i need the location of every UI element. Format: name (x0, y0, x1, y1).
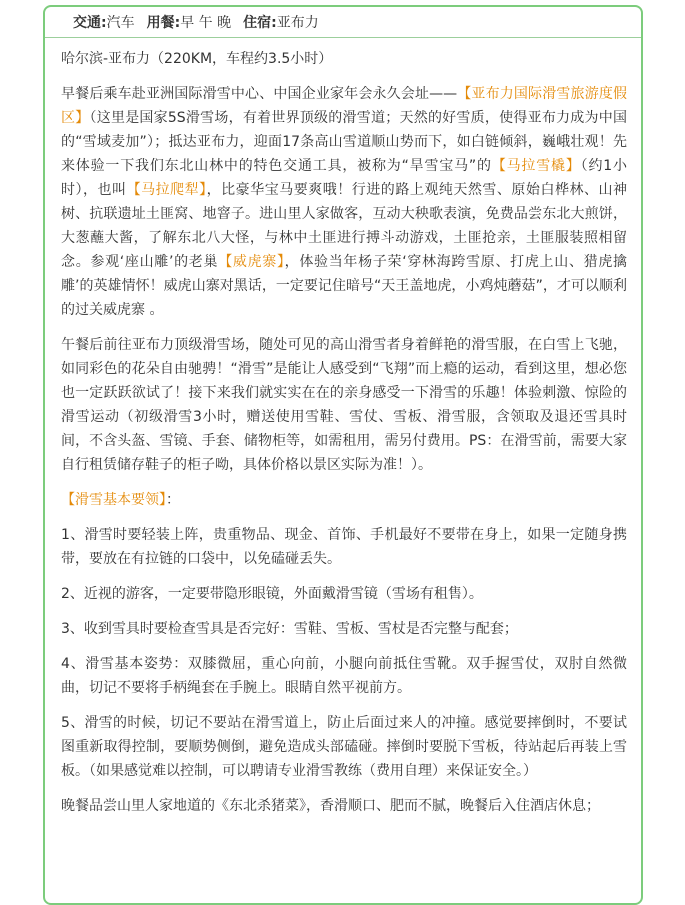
dinner-paragraph: 晚餐品尝山里人家地道的《东北杀猪菜》，香滑顺口、肥而不腻，晚餐后入住酒店休息； (61, 798, 600, 814)
tip-item-3: 3、收到雪具时要检查雪具是否完好：雪鞋、雪板、雪杖是否完整与配套； (61, 621, 518, 637)
itinerary-content (61, 47, 627, 829)
weihu-village-highlight: 【威虎寨】 (218, 254, 285, 270)
p1-text-2: （这里是国家5S滑雪场，有着世界顶级的滑雪道；天然的好雪质，使得亚布力成为中国的“雪域麦加”）；抵达亚布力，迎面17条高山雪道顺山势而下，如白链倾斜，巍峨壮观！先来体验一下我们东北山林中的特色交通工具，被称为“旱雪宝马”的 (61, 110, 628, 174)
transport-value: 汽车 (106, 15, 135, 31)
tip-item-5: 5、滑雪的时候，切记不要站在滑雪道上，防止后面过来人的冲撞。感觉要摔倒时，不要试图重新取得控制，要顺势侧倒，避免造成头部磕碰。摔倒时要脱下雪板，待站起后再装上雪板。（如果感觉难以控制，可以聘请专业滑雪教练（费用自理）来保证安全。） (61, 715, 627, 779)
p1-text-4: ，比豪华宝马要爽哦！行进的路上观纯天然雪、原始白桦林、山神树、抗联遗址土匪窝、地窨子。进山里人家做客，互动大秧歌表演，免费品尝东北大煎饼，大葱蘸大酱，了解东北八大怪，与林中土匪进行搏斗动游戏，土匪抢亲，土匪服装照相留念。参观‘座山雕’的老巢 (61, 182, 628, 270)
itinerary-card (43, 5, 643, 905)
route-line: 哈尔滨-亚布力（220KM，车程约3.5小时） (61, 51, 333, 67)
meals-label: 用餐: (146, 15, 181, 31)
horse-sled-highlight: 【马拉雪橇】 (491, 158, 581, 174)
p1-text-3: （约1小时），也叫 (61, 158, 627, 198)
tip-item-2: 2、近视的游客，一定要带隐形眼镜，外面戴滑雪镜（雪场有租售）。 (61, 586, 483, 602)
day-info-header (45, 7, 641, 38)
yabuli-resort-highlight: 【亚布力国际滑雪旅游度假区】 (61, 86, 628, 126)
p1-text-5: ，体验当年杨子荣‘穿林海跨雪原、打虎上山、猎虎擒雕’的英雄情怀！威虎山寨对黑话，一定要记住暗号“天王盖地虎，小鸡炖蘑菇”，才可以顺利的过关威虎寨 。 (61, 254, 628, 318)
tips-heading-line (61, 488, 627, 512)
tip-item-1: 1、滑雪时要轻装上阵，贵重物品、现金、首饰、手机最好不要带在身上，如果一定随身携带，要放在有拉链的口袋中，以免磕碰丢失。 (61, 527, 627, 567)
afternoon-paragraph: 午餐后前往亚布力顶级滑雪场，随处可见的高山滑雪者身着鲜艳的滑雪服，在白雪上飞驰，如同彩色的花朵自由驰骋！“滑雪”是能让人感受到“飞翔”而上瘾的运动，看到这里，想必您也一定跃跃欲试了！接下来我们就实实在在的亲身感受一下滑雪的乐趣！体验刺激、惊险的滑雪运动（初级滑雪3小时，赠送使用雪鞋、雪仗、雪板、滑雪服，含领取及退还雪具时间，不含头盔、雪镜、手套、储物柜等，如需租用，需另付费用。PS：在滑雪前，需要大家自行租赁储存鞋子的柜子呦，具体价格以景区实际为准！）。 (61, 337, 627, 473)
lodging-label: 住宿: (243, 15, 277, 31)
meals-value: 早 午 晚 (180, 15, 232, 31)
p1-text-1: 早餐后乘车赴亚洲国际滑雪中心、中国企业家年会永久会址—— (61, 86, 458, 102)
horse-sleigh-highlight: 【马拉爬犁】 (126, 182, 207, 198)
transport-label: 交通: (73, 15, 107, 31)
morning-paragraph (61, 82, 627, 322)
tips-heading-colon: ： (166, 492, 180, 508)
tips-heading: 【滑雪基本要领】 (61, 492, 166, 508)
lodging-value: 亚布力 (276, 15, 319, 31)
tip-item-4: 4、滑雪基本姿势：双膝微屈，重心向前，小腿向前抵住雪靴。双手握雪仗，双肘自然微曲，切记不要将手柄绳套在手腕上。眼睛自然平视前方。 (61, 656, 627, 696)
